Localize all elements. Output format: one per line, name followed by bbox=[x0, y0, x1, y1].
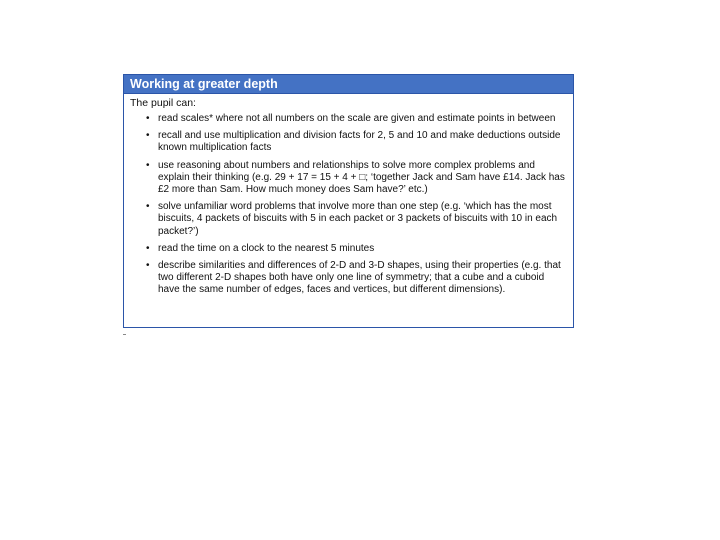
list-item bbox=[146, 243, 565, 255]
greater-depth-panel bbox=[123, 74, 574, 328]
list-item bbox=[146, 201, 565, 238]
intro-text: The pupil can: bbox=[130, 97, 196, 109]
criteria-list bbox=[124, 113, 573, 297]
bullet-icon: • bbox=[146, 113, 150, 124]
page-mark bbox=[123, 334, 126, 335]
list-item-text: use reasoning about numbers and relationships to solve more complex problems and explain their thinking (e.g. 29 + 17 = 15 + 4 + □; ‘together Jack and Sam have £14. Jack has £2 more than Sam. How much money does Sam have?’ etc.) bbox=[158, 159, 565, 196]
bullet-icon: • bbox=[146, 201, 150, 213]
bullet-icon: • bbox=[146, 130, 150, 142]
list-item bbox=[146, 113, 565, 125]
bullet-icon: • bbox=[146, 260, 150, 272]
list-item-text: read scales* where not all numbers on the scale are given and estimate points in between bbox=[158, 113, 556, 124]
panel-title: Working at greater depth bbox=[124, 75, 573, 94]
list-item bbox=[146, 260, 565, 297]
list-item-text: recall and use multiplication and division facts for 2, 5 and 10 and make deductions outside known multiplication facts bbox=[158, 130, 561, 154]
list-item bbox=[146, 130, 565, 154]
bullet-icon: • bbox=[146, 159, 150, 171]
list-item bbox=[146, 160, 565, 197]
list-item-text: solve unfamiliar word problems that involve more than one step (e.g. ‘which has the most biscuits, 4 packets of biscuits with 5 in each packet or 3 packets of biscuits with 10 in each packet?’) bbox=[158, 201, 558, 237]
list-item-text: describe similarities and differences of 2-D and 3-D shapes, using their properties (e.g. that two different 2-D shapes both have only one line of symmetry; that a cube and a cuboid have the same number of edges, faces and vertices, but different dimensions). bbox=[158, 260, 561, 296]
list-item-text: read the time on a clock to the nearest 5 minutes bbox=[158, 242, 375, 254]
bullet-icon: • bbox=[146, 242, 150, 254]
